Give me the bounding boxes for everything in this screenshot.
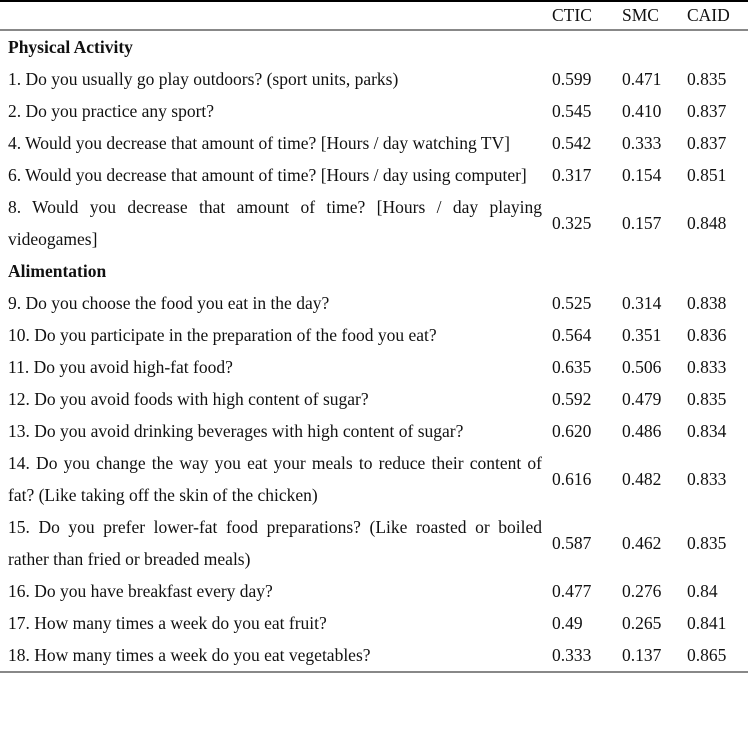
smc-value: 0.471 [622,69,662,89]
question-cell: 11. Do you avoid high-fat food? [8,357,233,377]
table-row [0,415,748,447]
smc-value: 0.482 [622,469,662,489]
caid-value: 0.835 [687,533,727,553]
section-title: Alimentation [8,261,107,281]
smc-value: 0.314 [622,293,662,313]
section-header-row [0,30,748,63]
question-cell: 18. How many times a week do you eat vegetables? [0,639,552,672]
ctic-value: 0.620 [552,421,592,441]
caid-value: 0.837 [687,101,727,121]
smc-value: 0.479 [622,389,662,409]
table-row [0,319,748,351]
ctic-value: 0.333 [552,639,622,672]
table-row [0,447,748,511]
question-cell: 14. Do you change the way you eat your meals to reduce their content of fat? (Like taking off the skin of the chicken) [8,453,542,505]
caid-value: 0.833 [687,357,727,377]
caid-value: 0.848 [687,213,727,233]
caid-value: 0.835 [687,69,727,89]
table-row [0,639,748,672]
caid-value: 0.833 [687,469,727,489]
smc-value: 0.333 [622,133,662,153]
ctic-value: 0.542 [552,133,592,153]
caid-value: 0.838 [687,293,727,313]
question-cell: 4. Would you decrease that amount of time? [Hours / day watching TV] [8,133,510,153]
table-row [0,159,748,191]
caid-value: 0.84 [687,581,718,601]
ctic-value: 0.635 [552,357,592,377]
caid-value: 0.835 [687,389,727,409]
table-row [0,127,748,159]
table-row [0,511,748,575]
question-cell: 12. Do you avoid foods with high content of sugar? [8,389,369,409]
smc-value: 0.486 [622,421,662,441]
caid-value: 0.836 [687,325,727,345]
question-cell: 15. Do you prefer lower-fat food preparations? (Like roasted or boiled rather than fried or breaded meals) [8,517,542,569]
smc-value: 0.351 [622,325,662,345]
ctic-value: 0.525 [552,293,592,313]
header-caid: CAID [687,1,748,30]
ctic-value: 0.616 [552,469,592,489]
table-row [0,383,748,415]
ctic-value: 0.49 [552,613,583,633]
table-row [0,63,748,95]
smc-value: 0.410 [622,101,662,121]
table-row [0,607,748,639]
section-header-row [0,255,748,287]
smc-value: 0.154 [622,165,662,185]
caid-value: 0.837 [687,133,727,153]
table-row [0,95,748,127]
section-title: Physical Activity [8,37,133,57]
header-smc: SMC [622,1,687,30]
smc-value: 0.157 [622,213,662,233]
table-row [0,575,748,607]
caid-value: 0.851 [687,165,727,185]
ctic-value: 0.587 [552,533,592,553]
ctic-value: 0.599 [552,69,592,89]
ctic-value: 0.317 [552,165,592,185]
ctic-value: 0.325 [552,213,592,233]
header-row [0,1,748,30]
question-cell: 2. Do you practice any sport? [8,101,215,121]
smc-value: 0.265 [622,613,662,633]
smc-value: 0.462 [622,533,662,553]
question-cell: 8. Would you decrease that amount of time? [Hours / day playing videogames] [8,197,542,249]
question-cell: 9. Do you choose the food you eat in the day? [8,293,330,313]
table-row [0,351,748,383]
ctic-value: 0.564 [552,325,592,345]
question-cell: 17. How many times a week do you eat fruit? [8,613,327,633]
caid-value: 0.865 [687,639,748,672]
smc-value: 0.276 [622,581,662,601]
caid-value: 0.834 [687,421,727,441]
smc-value: 0.137 [622,639,687,672]
header-ctic: CTIC [552,1,622,30]
table-row [0,287,748,319]
ctic-value: 0.477 [552,581,592,601]
header-item [0,1,552,30]
question-cell: 1. Do you usually go play outdoors? (sport units, parks) [8,69,399,89]
caid-value: 0.841 [687,613,727,633]
ctic-value: 0.592 [552,389,592,409]
ctic-value: 0.545 [552,101,592,121]
smc-value: 0.506 [622,357,662,377]
question-cell: 6. Would you decrease that amount of time? [Hours / day using computer] [8,165,527,185]
table-row [0,191,748,255]
question-cell: 10. Do you participate in the preparation of the food you eat? [8,325,437,345]
question-cell: 13. Do you avoid drinking beverages with high content of sugar? [8,421,464,441]
question-cell: 16. Do you have breakfast every day? [8,581,273,601]
